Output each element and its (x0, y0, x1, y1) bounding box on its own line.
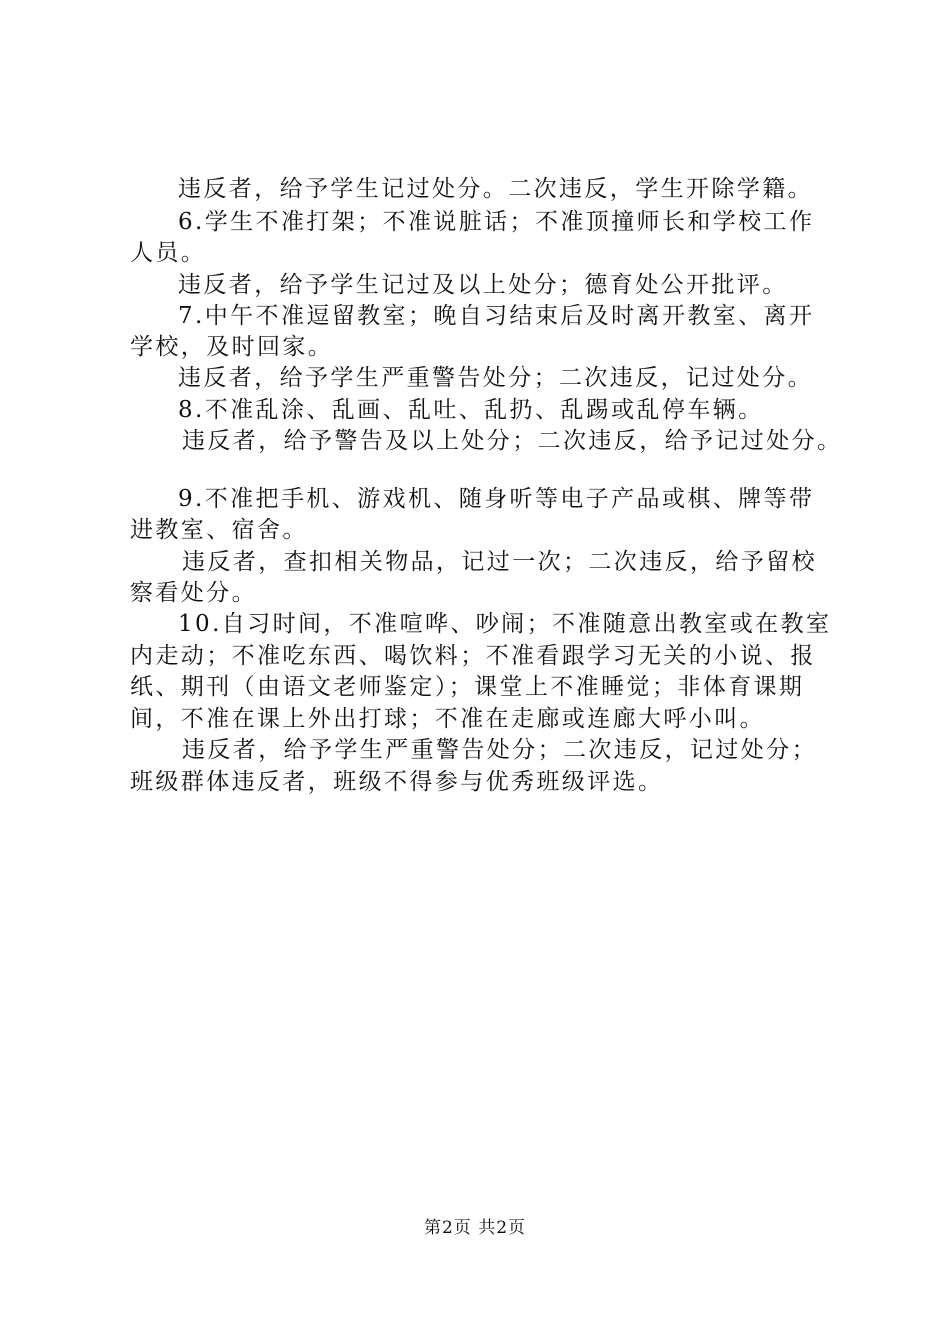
paragraph-line: 6.学生不准打架；不准说脏话；不准顶撞师长和学校工作 (178, 209, 815, 235)
paragraph-line: 人员。 (130, 240, 207, 266)
paragraph-line: 班级群体违反者，班级不得参与优秀班级评选。 (130, 769, 664, 795)
paragraph-line: 违反者，给予学生严重警告处分；二次违反，记过处分。 (178, 365, 813, 391)
paragraph-line: 内走动；不准吃东西、喝饮料；不准看跟学习无关的小说、报 (130, 643, 816, 669)
paragraph-line: 纸、期刊（由语文老师鉴定）；课堂上不准睡觉；非体育课期 (130, 674, 805, 700)
paragraph-line: 违反者，给予警告及以上处分；二次违反，给予记过处分。 (182, 428, 843, 454)
paragraph-line: 进教室、宿舍。 (130, 517, 308, 543)
paragraph-line: 10.自习时间，不准喧哗、吵闹；不准随意出教室或在教室 (178, 611, 832, 637)
page-number-footer: 第2页 共2页 (423, 1218, 527, 1238)
paragraph-line: 8.不准乱涂、乱画、乱吐、乱扔、乱踢或乱停车辆。 (178, 397, 764, 423)
paragraph-line: 违反者，给予学生记过及以上处分；德育处公开批评。 (178, 272, 788, 298)
paragraph-line: 违反者，给予学生记过处分。二次违反，学生开除学籍。 (178, 176, 813, 202)
paragraph-line: 违反者，给予学生严重警告处分；二次违反，记过处分； (182, 737, 817, 763)
paragraph-line: 察看处分。 (130, 580, 257, 606)
paragraph-line: 违反者，查扣相关物品，记过一次；二次违反，给予留校 (182, 549, 817, 575)
paragraph-line: 7.中午不准逗留教室；晚自习结束后及时离开教室、离开 (178, 303, 815, 329)
paragraph-line: 间，不准在课上外出打球；不准在走廊或连廊大呼小叫。 (130, 706, 765, 732)
paragraph-line: 学校，及时回家。 (130, 334, 334, 360)
paragraph-line: 9.不准把手机、游戏机、随身听等电子产品或棋、牌等带 (178, 486, 815, 512)
